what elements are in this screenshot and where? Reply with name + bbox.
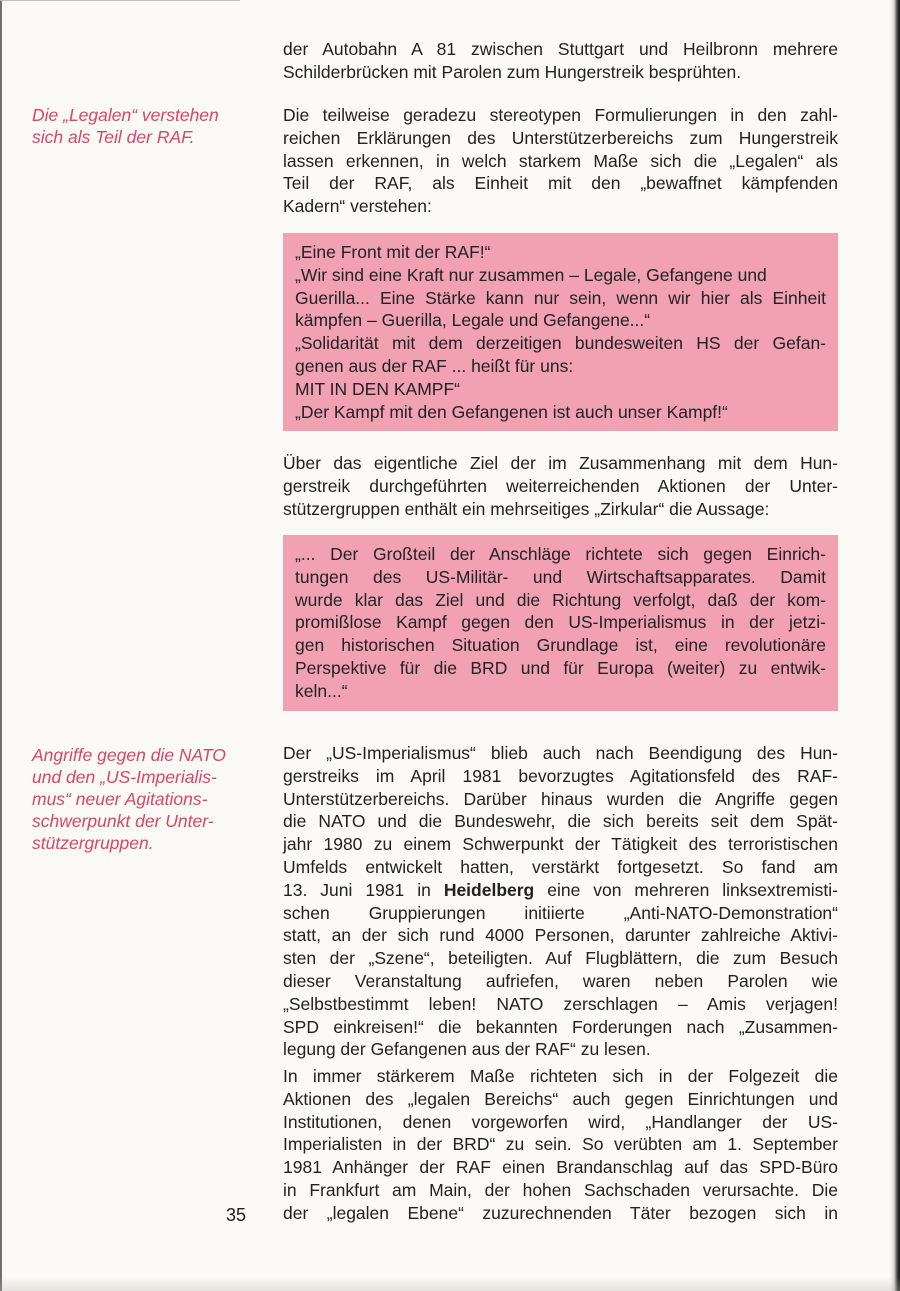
text-line: der „legalen Ebene“ zuzurechnenden Täter bezogen sich in (283, 1202, 838, 1223)
paragraph-frankfurt (283, 1065, 838, 1225)
text-line: lassen erkennen, in welch starkem Maße sich die „Legalen“ als (283, 150, 838, 171)
quote-line: genen aus der RAF ... heißt für uns: (295, 355, 574, 376)
paragraph-nato (283, 742, 838, 1061)
margin-note-nato (32, 744, 226, 854)
text-line: SPD einkreisen!“ die bekannten Forderungen nach „Zusammen- (283, 1016, 838, 1037)
margin-note-line: schwerpunkt der Unter- (32, 811, 214, 831)
quote-line: kämpfen – Guerilla, Legale und Gefangene...“ (295, 310, 651, 331)
quote-line: Guerilla... Eine Stärke kann nur sein, wenn wir hier als Einheit (295, 287, 826, 308)
text-line: gerstreiks im April 1981 bevorzugtes Agitationsfeld des RAF- (283, 765, 838, 786)
text-line: die NATO und die Bundeswehr, die sich bereits seit dem Spät- (283, 811, 838, 832)
text-line: Umfelds entwickelt hatten, verstärkt fortgesetzt. So fand am (283, 856, 838, 877)
quote-line: „... Der Großteil der Anschläge richtete sich gegen Einrich- (295, 544, 826, 564)
margin-note-legale (32, 104, 219, 148)
page-edge-top (0, 0, 240, 1)
quote-box-front (283, 233, 838, 431)
page-binding-shadow (890, 0, 900, 1291)
margin-note-line: stützergruppen. (32, 833, 154, 853)
quote-line: „Solidarität mit dem derzeitigen bundesweiten HS der Gefan- (295, 333, 826, 354)
text-segment: 13. Juni 1981 in (283, 879, 444, 900)
text-line: Kadern“ verstehen: (283, 196, 432, 217)
quote-line: „Eine Front mit der RAF!“ (295, 242, 491, 262)
text-line: Aktionen des „legalen Bereichs“ auch gegen Einrichtungen und (283, 1088, 838, 1109)
text-segment: eine von mehreren linksextremisti- (534, 879, 838, 900)
quote-box-zirkular (283, 535, 838, 711)
page-number: 35 (226, 1205, 247, 1225)
text-line: 1981 Anhänger der RAF einen Brandanschlag auf das SPD-Büro (283, 1157, 838, 1178)
quote-line: tungen des US-Militär- und Wirtschaftsapparates. Damit (295, 566, 826, 587)
page-edge-left (0, 0, 2, 1291)
place-name-heidelberg: Heidelberg (443, 879, 535, 900)
text-line: Über das eigentliche Ziel der im Zusammenhang mit dem Hun- (283, 453, 838, 473)
margin-note-line: sich als Teil der RAF. (32, 127, 195, 147)
text-line: stützergruppen enthält ein mehrseitiges „Zirkular“ die Aussage: (283, 498, 770, 519)
text-line: Der „US-Imperialismus“ blieb auch nach Beendigung des Hun- (283, 743, 838, 763)
text-line: in Frankfurt am Main, der hohen Sachschaden verursachte. Die (283, 1179, 838, 1200)
text-line: In immer stärkerem Maße richteten sich in der Folgezeit die (283, 1066, 838, 1086)
quote-line: Perspektive für die BRD und für Europa (weiter) zu entwik- (295, 657, 826, 678)
text-line: jahr 1980 zu einem Schwerpunkt der Tätigkeit des terroristischen (283, 834, 838, 855)
text-line: Teil der RAF, als Einheit mit den „bewaffnet kämpfenden (283, 173, 838, 194)
text-line: „Selbstbestimmt leben! NATO zerschlagen – Amis verjagen! (283, 993, 838, 1014)
quote-line: wurde klar das Ziel und die Richtung verfolgt, daß der kom- (295, 589, 826, 610)
paragraph-zirkular (283, 452, 838, 520)
quote-line: gen historischen Situation Grundlage ist, eine revolutionäre (295, 635, 826, 656)
text-line: reichen Erklärungen des Unterstützerbereichs zum Hungerstreik (283, 127, 838, 148)
quote-line: promißlose Kampf gegen den US-Imperialismus in der jetzi- (295, 612, 826, 633)
intro-paragraph (283, 38, 838, 84)
margin-note-line: Angriffe gegen die NATO (32, 745, 226, 765)
paragraph-legale (283, 104, 838, 218)
text-line: legung der Gefangenen aus der RAF“ zu lesen. (283, 1039, 651, 1060)
quote-line: MIT IN DEN KAMPF“ (295, 378, 460, 399)
margin-note-line: Die „Legalen“ verstehen (32, 105, 219, 125)
text-line: Institutionen, denen vorgeworfen wird, „Handlanger der US- (283, 1111, 838, 1132)
text-line (283, 879, 838, 902)
text-line: dieser Veranstaltung aufriefen, waren neben Parolen wie (283, 970, 838, 991)
text-line: gerstreik durchgeführten weiterreichenden Aktionen der Unter- (283, 475, 838, 496)
quote-line: „Der Kampf mit den Gefangenen ist auch unser Kampf!“ (295, 401, 728, 422)
margin-note-line: und den „US-Imperialis- (32, 767, 217, 787)
quote-line: keln...“ (295, 680, 348, 701)
text-line: Imperialisten in der BRD“ zu sein. So verübten am 1. September (283, 1134, 838, 1155)
quote-line: „Wir sind eine Kraft nur zusammen – Legale, Gefangene und (295, 264, 767, 285)
text-line: schen Gruppierungen initiierte „Anti-NATO-Demonstration“ (283, 902, 838, 923)
page-bottom-shade (0, 1277, 900, 1291)
margin-note-line: mus“ neuer Agitations- (32, 789, 208, 809)
text-line: Unterstützerbereichs. Darüber hinaus wurden die Angriffe gegen (283, 788, 838, 809)
text-line: statt, an der sich rund 4000 Personen, darunter zahlreiche Aktivi- (283, 925, 838, 946)
text-line: Die teilweise geradezu stereotypen Formulierungen in den zahl- (283, 105, 838, 125)
text-line: der Autobahn A 81 zwischen Stuttgart und Heilbronn mehrere (283, 39, 838, 59)
text-line: Schilderbrücken mit Parolen zum Hungerstreik besprühten. (283, 61, 742, 82)
text-line: sten der „Szene“, beteiligten. Auf Flugblättern, die zum Besuch (283, 948, 838, 969)
